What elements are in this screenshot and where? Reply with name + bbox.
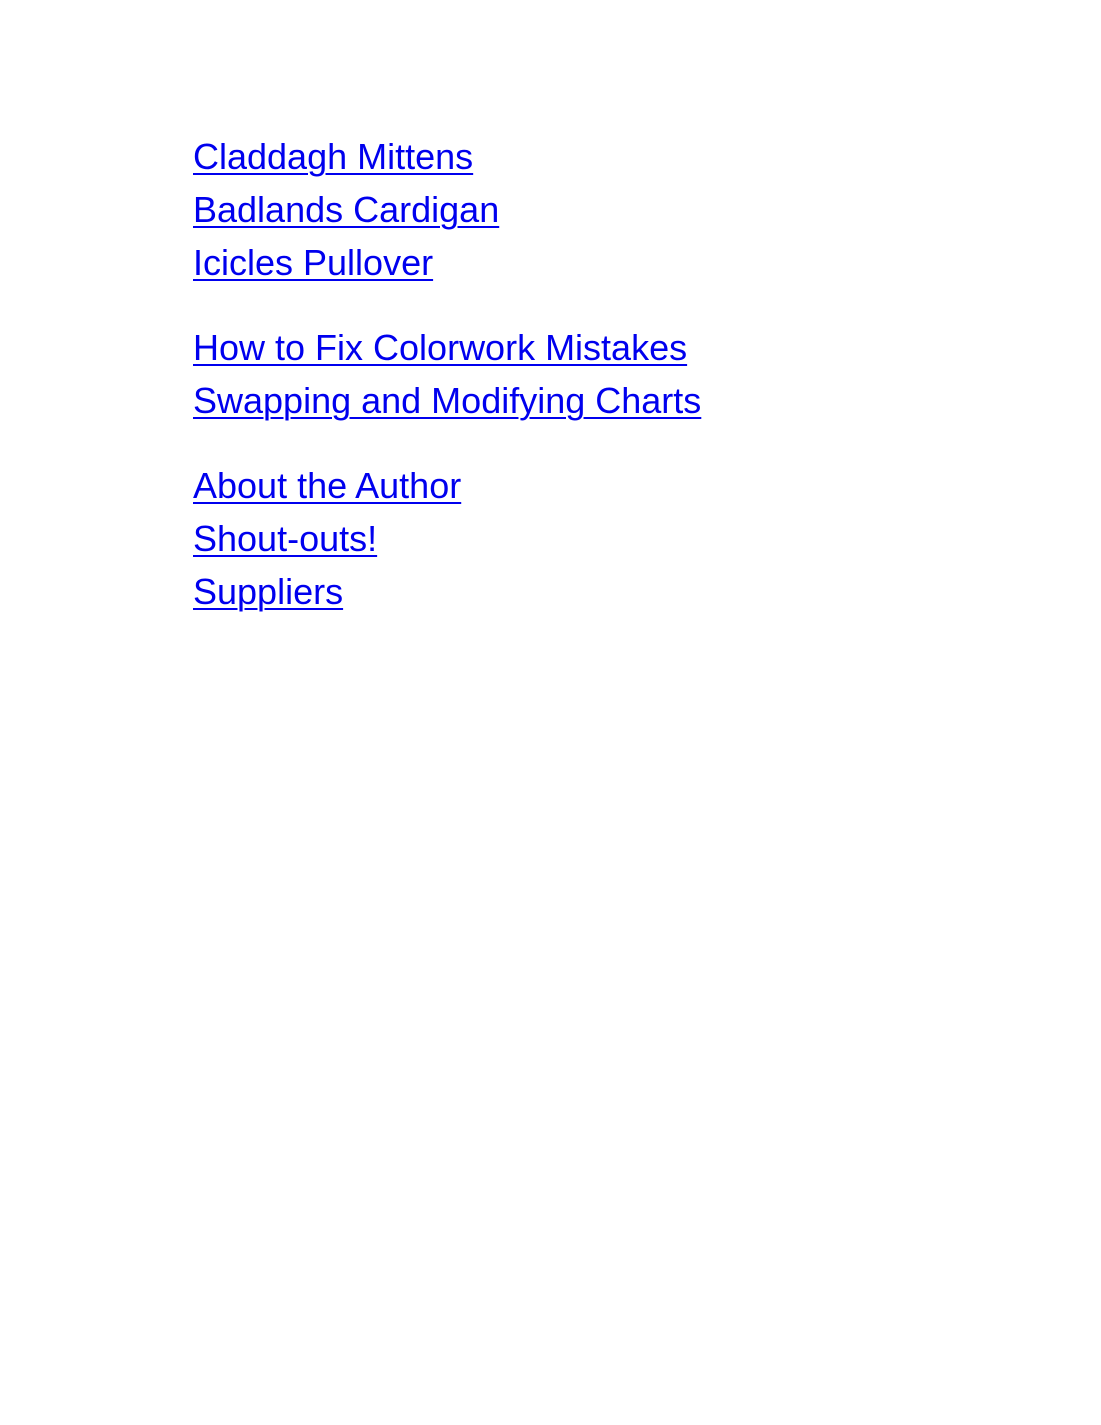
toc-group-techniques [193, 321, 701, 427]
toc-link-shout-outs[interactable]: Shout-outs! [193, 518, 378, 559]
toc-link-badlands-cardigan[interactable]: Badlands Cardigan [193, 189, 500, 230]
toc-group-back-matter [193, 459, 701, 618]
toc-link-icicles-pullover[interactable]: Icicles Pullover [193, 242, 434, 283]
toc-link-suppliers[interactable]: Suppliers [193, 571, 344, 612]
toc-link-fix-colorwork-mistakes[interactable]: How to Fix Colorwork Mistakes [193, 327, 688, 368]
table-of-contents [193, 130, 701, 618]
toc-link-claddagh-mittens[interactable]: Claddagh Mittens [193, 136, 474, 177]
toc-link-swapping-modifying-charts[interactable]: Swapping and Modifying Charts [193, 380, 702, 421]
toc-group-patterns [193, 130, 701, 289]
toc-link-about-the-author[interactable]: About the Author [193, 465, 462, 506]
